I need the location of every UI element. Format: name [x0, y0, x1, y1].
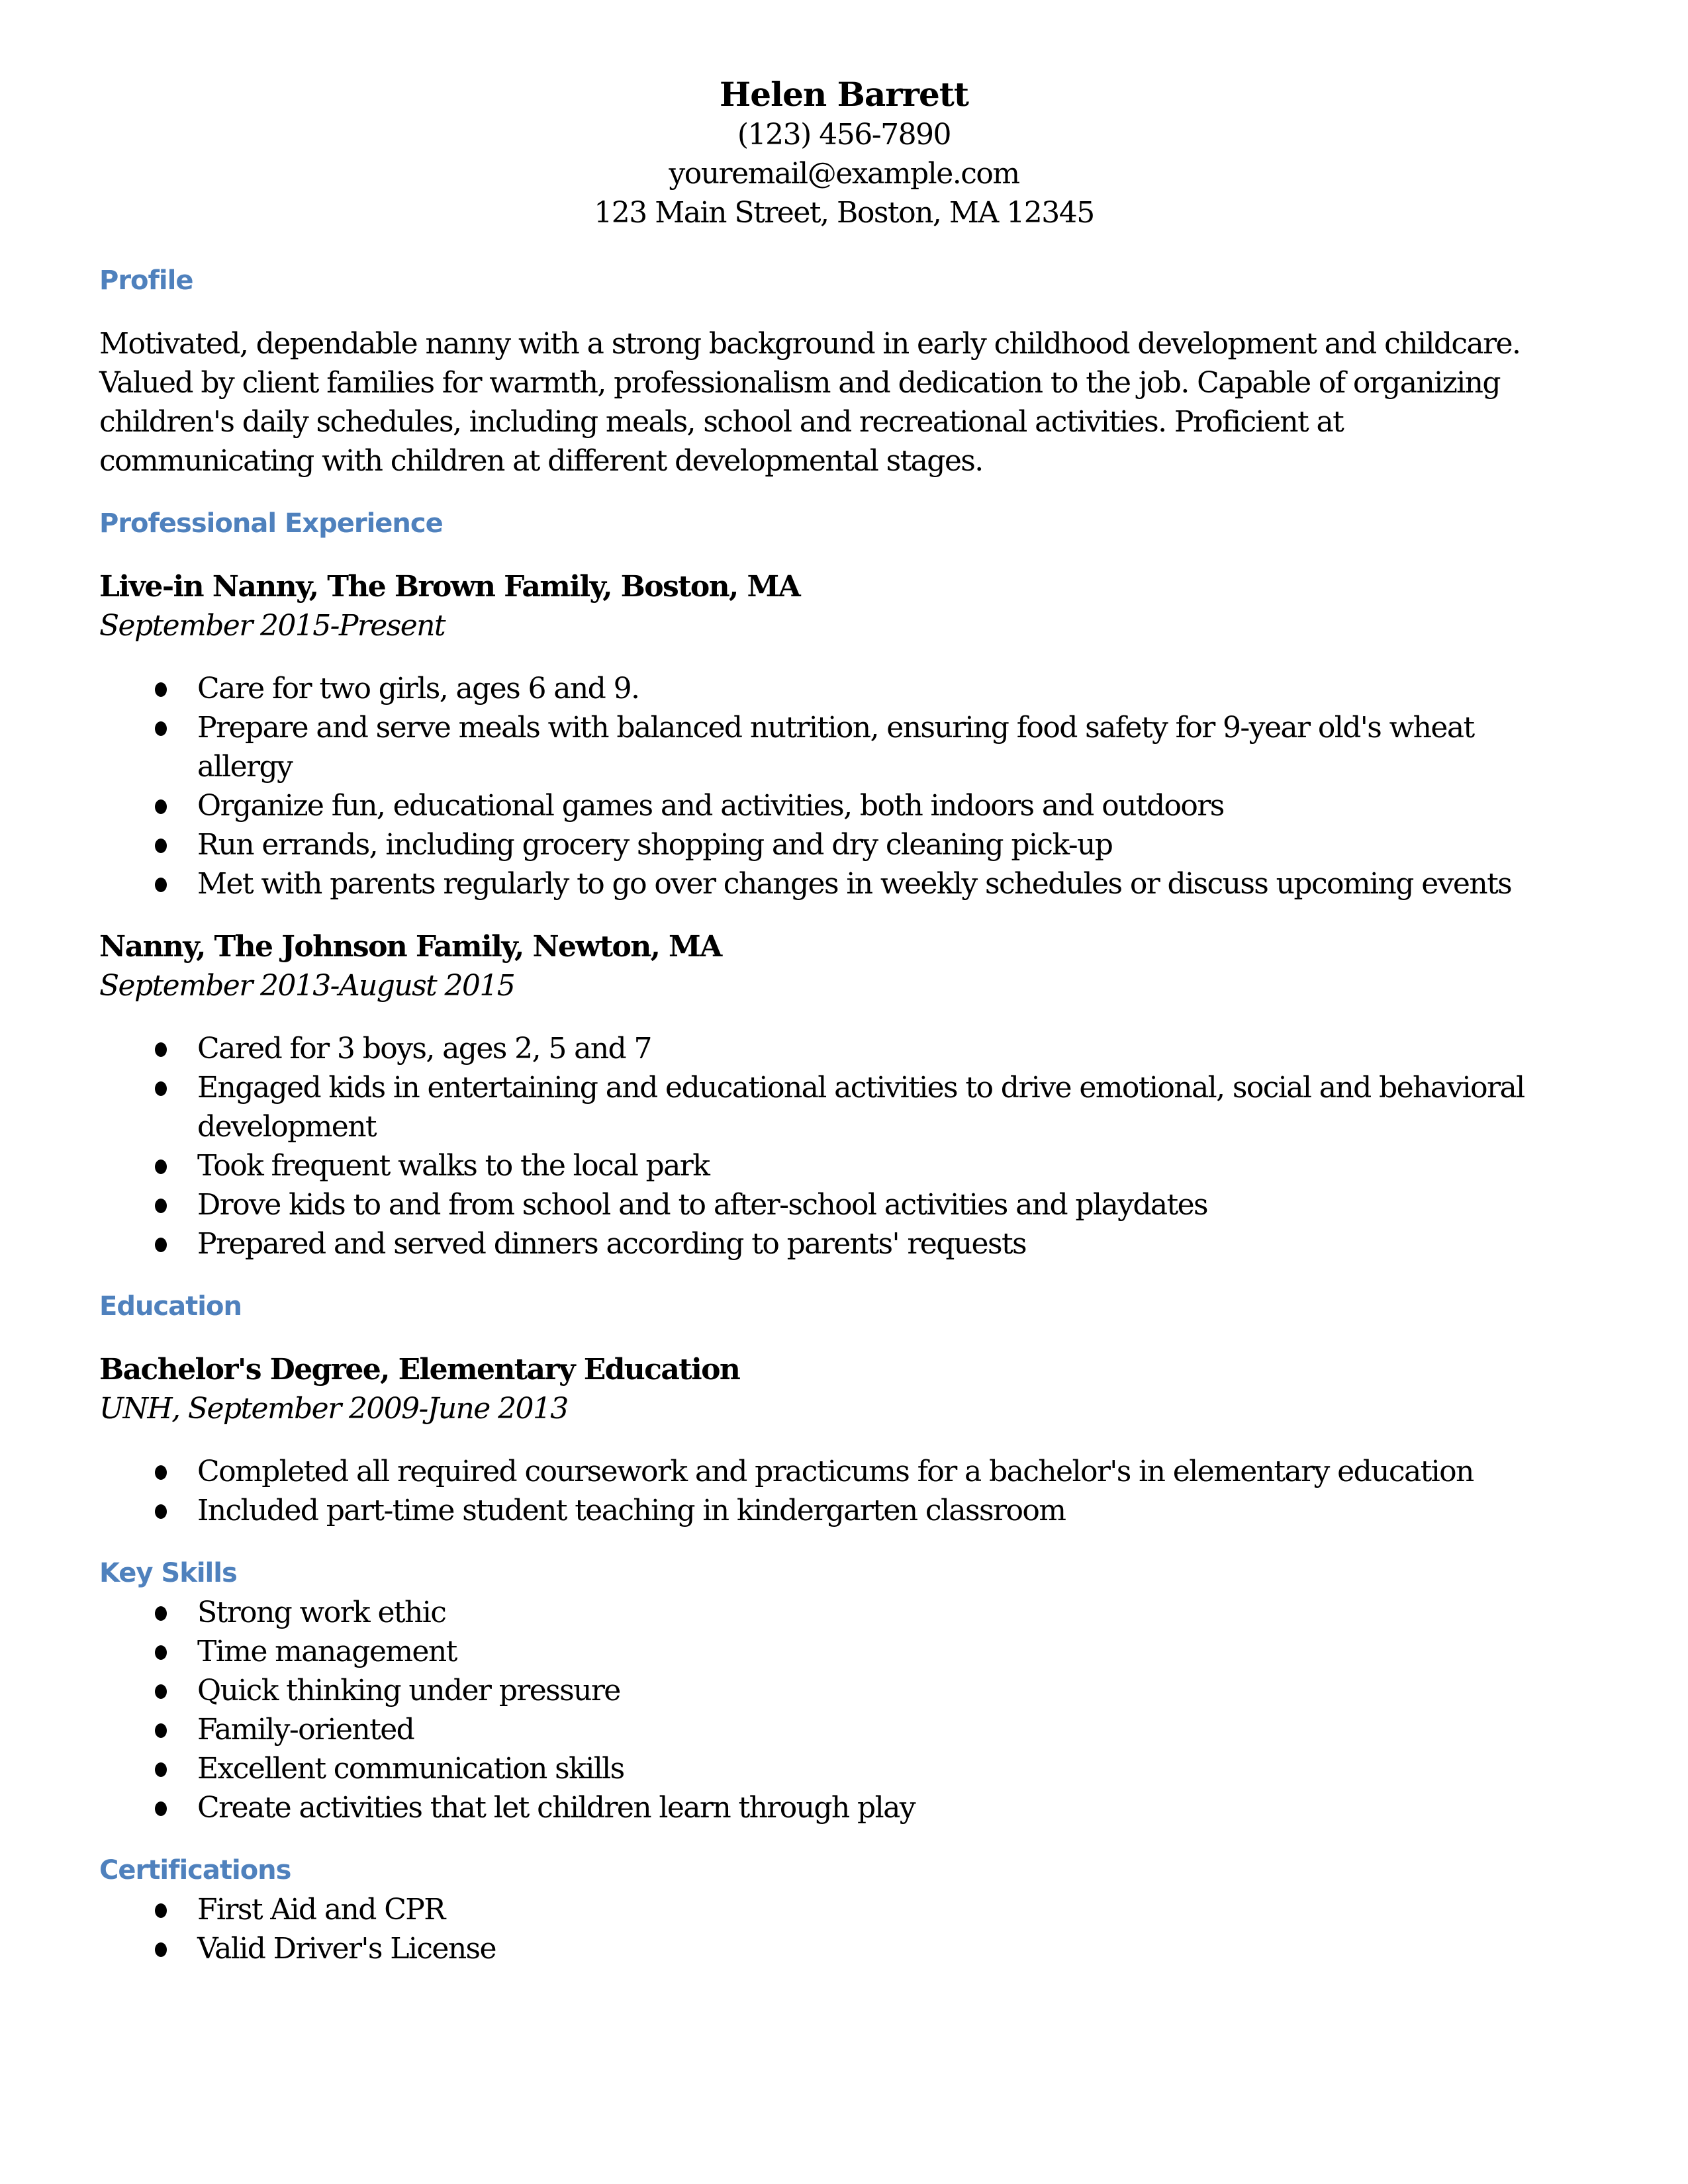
spacer	[99, 1530, 1556, 1554]
job-entry	[99, 567, 1556, 903]
list-item: Prepare and serve meals with balanced nutrition, ensuring food safety for 9-year old's wheat allergy	[99, 708, 1556, 786]
phone-number: (123) 456-7890	[737, 118, 951, 152]
list-item: Engaged kids in entertaining and educational activities to drive emotional, social and behavioral development	[99, 1068, 1556, 1146]
list-item: Took frequent walks to the local park	[99, 1146, 1556, 1185]
bullet-icon	[155, 721, 167, 736]
bullet-icon	[155, 839, 167, 853]
job-entry	[99, 927, 1556, 1263]
bullet-icon	[155, 1684, 167, 1699]
skills-list	[99, 1593, 1556, 1827]
bullet-icon	[155, 1504, 167, 1519]
list-item: Completed all required coursework and practicums for a bachelor's in elementary education	[99, 1452, 1556, 1491]
section-heading-experience: Professional Experience	[99, 508, 443, 539]
list-item: Organize fun, educational games and activities, both indoors and outdoors	[99, 786, 1556, 825]
list-item: Excellent communication skills	[99, 1749, 1556, 1788]
job-duties-list	[99, 669, 1556, 903]
job-dates: September 2015-Present	[99, 609, 445, 643]
resume-header	[0, 74, 1688, 232]
list-item: Run errands, including grocery shopping and dry cleaning pick-up	[99, 825, 1556, 864]
job-duties-list	[99, 1029, 1556, 1263]
certifications-list	[99, 1890, 1556, 1968]
bullet-icon	[155, 1903, 167, 1918]
bullet-icon	[155, 1762, 167, 1777]
bullet-icon	[155, 1801, 167, 1816]
list-item: Included part-time student teaching in kindergarten classroom	[99, 1491, 1556, 1530]
bullet-icon	[155, 682, 167, 697]
bullet-icon	[155, 878, 167, 892]
bullet-icon	[155, 1160, 167, 1174]
education-details-list	[99, 1452, 1556, 1530]
list-item: First Aid and CPR	[99, 1890, 1556, 1929]
list-item: Create activities that let children learn through play	[99, 1788, 1556, 1827]
bullet-icon	[155, 1606, 167, 1621]
bullet-icon	[155, 1942, 167, 1957]
list-item: Quick thinking under pressure	[99, 1671, 1556, 1710]
bullet-icon	[155, 1081, 167, 1096]
list-item: Drove kids to and from school and to after-school activities and playdates	[99, 1185, 1556, 1224]
degree-title: Bachelor's Degree, Elementary Education	[99, 1353, 740, 1387]
list-item: Family-oriented	[99, 1710, 1556, 1749]
bullet-icon	[155, 1238, 167, 1252]
spacer	[99, 1263, 1556, 1287]
list-item: Care for two girls, ages 6 and 9.	[99, 669, 1556, 708]
school-dates: UNH, September 2009-June 2013	[99, 1392, 568, 1426]
list-item: Met with parents regularly to go over changes in weekly schedules or discuss upcoming events	[99, 864, 1556, 903]
job-title: Nanny, The Johnson Family, Newton, MA	[99, 930, 722, 964]
list-item: Prepared and served dinners according to parents' requests	[99, 1224, 1556, 1263]
profile-summary: Motivated, dependable nanny with a strong background in early childhood development and childcare. Valued by client families for warmth, professionalism and dedication to the job. Capable of organizing children's daily schedules, including meals, school and recreational activities. Proficient at communicating with children at different developmental stages.	[99, 327, 1521, 478]
section-heading-profile: Profile	[99, 265, 193, 296]
list-item: Time management	[99, 1632, 1556, 1671]
job-dates: September 2013-August 2015	[99, 969, 515, 1003]
section-heading-education: Education	[99, 1291, 242, 1322]
email-address: youremail@example.com	[669, 157, 1019, 191]
bullet-icon	[155, 1723, 167, 1738]
section-heading-certifications: Certifications	[99, 1855, 291, 1886]
list-item: Strong work ethic	[99, 1593, 1556, 1632]
street-address: 123 Main Street, Boston, MA 12345	[594, 196, 1094, 230]
job-title: Live-in Nanny, The Brown Family, Boston, MA	[99, 570, 800, 604]
bullet-icon	[155, 1465, 167, 1480]
list-item: Cared for 3 boys, ages 2, 5 and 7	[99, 1029, 1556, 1068]
list-item: Valid Driver's License	[99, 1929, 1556, 1968]
candidate-name: Helen Barrett	[720, 75, 968, 114]
resume-body	[99, 261, 1556, 1968]
bullet-icon	[155, 1042, 167, 1057]
bullet-icon	[155, 1199, 167, 1213]
bullet-icon	[155, 799, 167, 814]
spacer	[99, 1827, 1556, 1851]
section-heading-skills: Key Skills	[99, 1558, 237, 1588]
bullet-icon	[155, 1645, 167, 1660]
